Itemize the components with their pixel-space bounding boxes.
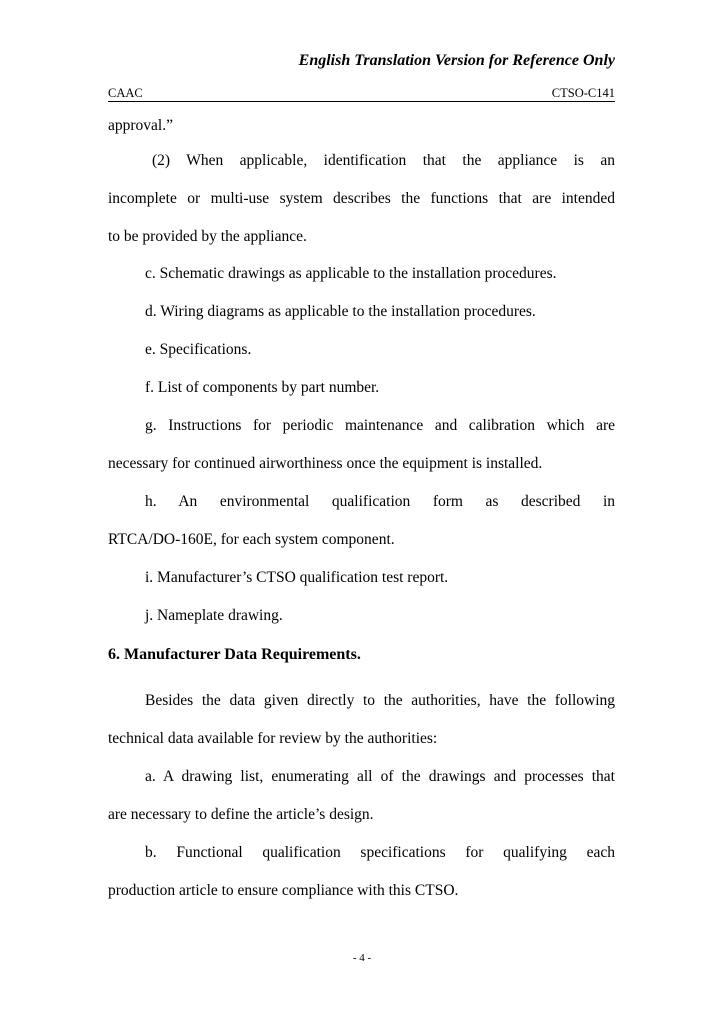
text-line: Besides the data given directly to the authorities, have the following xyxy=(145,692,615,709)
text-line: approval.” xyxy=(108,117,173,134)
text-line: are necessary to define the article’s design. xyxy=(108,806,374,823)
text-line: necessary for continued airworthiness once the equipment is installed. xyxy=(108,455,543,472)
text-line: production article to ensure compliance with this CTSO. xyxy=(108,882,459,899)
list-item-f: f. List of components by part number. xyxy=(145,379,380,396)
list-item-b: b. Functional qualification specifications for qualifying each xyxy=(145,844,615,861)
text-line: incomplete or multi-use system describes the functions that are intended xyxy=(108,190,615,207)
header-document-id: CTSO-C141 xyxy=(551,86,615,100)
list-item-j: j. Nameplate drawing. xyxy=(145,607,283,624)
list-item-e: e. Specifications. xyxy=(145,341,252,358)
text-line: RTCA/DO-160E, for each system component. xyxy=(108,531,395,548)
list-item-h: h. An environmental qualification form as described in xyxy=(145,493,615,510)
header-organization: CAAC xyxy=(108,86,143,100)
text-line: to be provided by the appliance. xyxy=(108,228,307,245)
text-line: technical data available for review by the authorities: xyxy=(108,730,438,747)
page-number: - 4 - xyxy=(352,952,372,964)
list-item-i: i. Manufacturer’s CTSO qualification test report. xyxy=(145,569,449,586)
header-rule xyxy=(108,101,615,102)
document-header-title: English Translation Version for Reference Only xyxy=(298,52,615,69)
list-item-d: d. Wiring diagrams as applicable to the installation procedures. xyxy=(145,303,536,320)
list-item-c: c. Schematic drawings as applicable to the installation procedures. xyxy=(145,265,557,282)
list-item-a: a. A drawing list, enumerating all of the drawings and processes that xyxy=(145,768,615,785)
section-heading: 6. Manufacturer Data Requirements. xyxy=(108,646,361,663)
text-line: (2) When applicable, identification that the appliance is an xyxy=(152,152,615,169)
list-item-g: g. Instructions for periodic maintenance and calibration which are xyxy=(145,417,615,434)
